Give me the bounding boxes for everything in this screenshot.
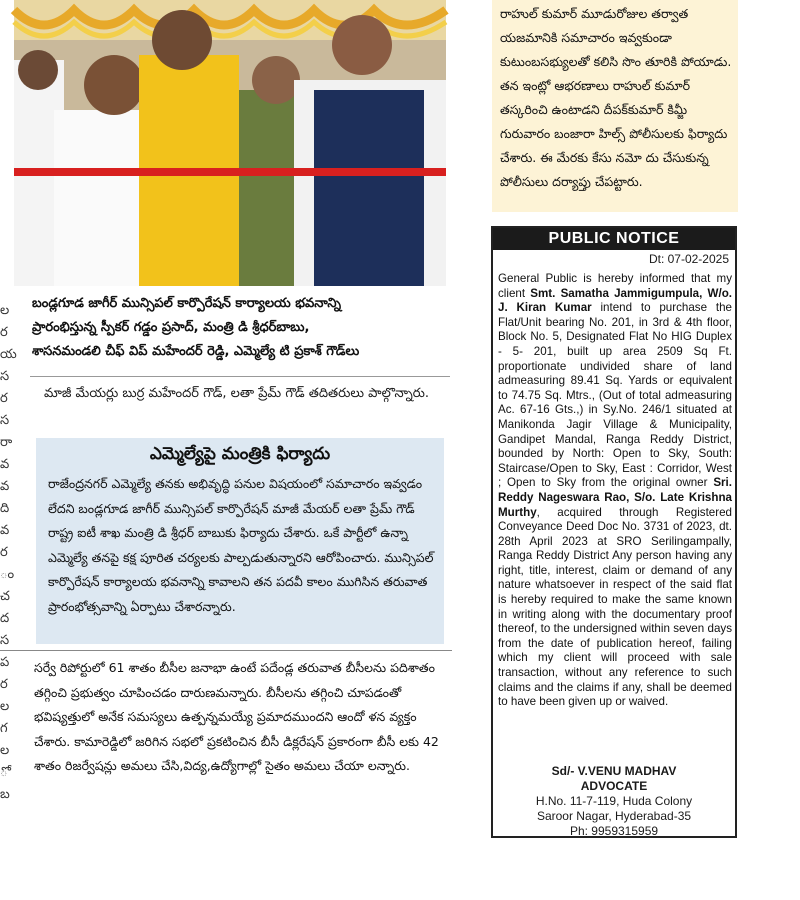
public-notice-signature: [493, 764, 735, 839]
public-notice-body: [498, 272, 732, 710]
left-column-fragment: ల ర య స ర స రా వ వ ది వ ర ం చ ద స ప ర ల గ ల ో బ: [0, 303, 17, 802]
advocate-name: Sd/- V.VENU MADHAV: [551, 764, 677, 778]
caption-divider: [30, 376, 450, 377]
notice-owner-name: Sri. Reddy Nageswara Rao, S/o. Late Krishna Murthy: [498, 476, 732, 519]
advocate-phone: Ph: 9959315959: [569, 824, 659, 838]
notice-client-name: Smt. Samatha Jammigumpula, W/o. J. Kiran Kumar: [498, 286, 732, 315]
crime-story-text: రాహుల్ కుమార్ మూడురోజుల తర్వాత యజమానికి సమాచారం ఇవ్వకుండా కుటుంబసభ్యులతో కలిసి సొం తూరికి పోయాడు. తన ఇంట్లో ఆభరణాలు రాహుల్ కుమార్ తస్కరించి ఉంటాడని దీపక్‌కుమార్ కిమ్జీ గురువారం బంజారా హిల్స్ పోలీసులకు ఫిర్యాదు చేశారు. ఈ మేరకు కేసు నమో దు చేసుకున్న పోలీసులు దర్యాప్తు చేపట్టారు.: [500, 6, 732, 189]
caption-line: బండ్లగూడ జాగీర్ మున్సిపల్ కార్పొరేషన్ కార్యాలయ భవనాన్ని: [32, 296, 341, 311]
article-paragraph: మాజీ మేయర్లు బుర్ర మహేందర్ గౌడ్, లతా ప్రేమ్ గౌడ్ తదితరులు పాల్గొన్నారు.: [44, 386, 430, 401]
news-photo: [14, 0, 446, 286]
section-divider: [0, 650, 452, 651]
photo-caption: [32, 292, 452, 364]
public-notice-date: Dt: 07-02-2025: [648, 252, 729, 266]
article-paragraph: సర్వే రిపోర్టులో 61 శాతం బీసీల జనాభా ఉంటే పదేండ్ల తరువాత బీసీలను పదిశాతం తగ్గించి ప్రభుత్వం చూపించడం దారుణమన్నారు. బీసీలను తగ్గించి చూపడంతో భవిష్యత్తులో అనేక సమస్యలు ఉత్పన్నమయ్యే ప్రమాదముందని ఆందో ళన వ్యక్తం చేశారు. కామారెడ్డిలో జరిగిన సభలో ప్రకటించిన బీసీ డిక్లరేషన్ ప్రకారంగా బీసీ లకు 42 శాతం రిజర్వేషన్లు అమలు చేసి,విద్య,ఉద్యోగాల్లో సైతం అమలు చేయా లన్నారు.: [34, 660, 439, 773]
public-notice-title: PUBLIC NOTICE: [493, 228, 735, 250]
advocate-role: ADVOCATE: [580, 779, 648, 793]
notice-text: General Public is hereby informed that my client: [498, 272, 732, 300]
caption-line: ప్రారంభిస్తున్న స్పీకర్ గడ్డం ప్రసాద్, మంత్రి డి శ్రీధర్‌బాబు,: [32, 320, 310, 335]
advocate-address-line: Saroor Nagar, Hyderabad-35: [536, 809, 692, 823]
advocate-address-line: H.No. 11-7-119, Huda Colony: [535, 794, 693, 808]
notice-text: , acquired through Registered Conveyance Deed Doc No. 3731 of 2023, dt. 28th April 2023 at SRO Serilingampally, Ranga Reddy District Any person having any right, title, interest, claim or demand of any nature whatsoever in respect of the said flat is hereby required to make the same known in writing along with the documentary proof thereof, to the undersigned within seven days from the date of publication hereof, failing which my client will proceed with sale transaction, without any reference to such claims and the claims if any, shall be deemed to have been given up or waived.: [498, 505, 732, 709]
ribbon-cutting-illustration: [14, 0, 446, 286]
sub-story-text: రాజేంద్రనగర్ ఎమ్మెల్యే తనకు అభివృద్ధి పనుల విషయంలో సమాచారం ఇవ్వడం లేదని బండ్లగూడ జాగీర్ మున్సిపల్ కార్పొరేషన్ మాజీ మేయర్ లతా ప్రేమ్ గౌడ్ రాష్ట్ర ఐటీ శాఖ మంత్రి డి శ్రీధర్ బాబుకు ఫిర్యాదు చేశారు. ఒకే పార్టీలో ఉన్నా ఎమ్మెల్యే తనపై కక్ష పూరిత చర్యలకు పాల్పడుతున్నారని ఆరోపించారు. మున్సిపల్ కార్పొరేషన్ కార్యాలయ భవనాన్ని కావాలని తన పదవీ కాలం ముగిసిన తరువాత ప్రారంభోత్సవాన్ని ఏర్పాటు చేశారన్నారు.: [48, 476, 434, 614]
caption-line: శాసనమండలి చీఫ్ విప్ మహేందర్ రెడ్డి, ఎమ్మెల్యే టి ప్రకాశ్ గౌడ్‌లు: [32, 344, 360, 359]
sub-story-headline: ఎమ్మెల్యేపై మంత్రికి ఫిర్యాదు: [149, 444, 331, 464]
notice-text: intend to purchase the Flat/Unit bearing No. 201, in 3rd & 4th floor, Block No. 5, Designated Flat No HIG Duplex - 5- 201, built up area 2509 Sq Ft. proportionate undivided share of land admeasuring 89.41 Sq. Yards or equivalent to 74.75 Sq. Mtrs., (Out of total admeasuring Ac. 67-16 Gts.,) in Sy.No. 246/1 situated at Manikonda Jagir Village & Municipality, Gandipet Mandal, Ranga Reddy District, bounded by North: Open to Sky, South: Staircase/Open to Sky, East : Corridor, West ; Open to Sky from the original owner: [498, 301, 732, 490]
